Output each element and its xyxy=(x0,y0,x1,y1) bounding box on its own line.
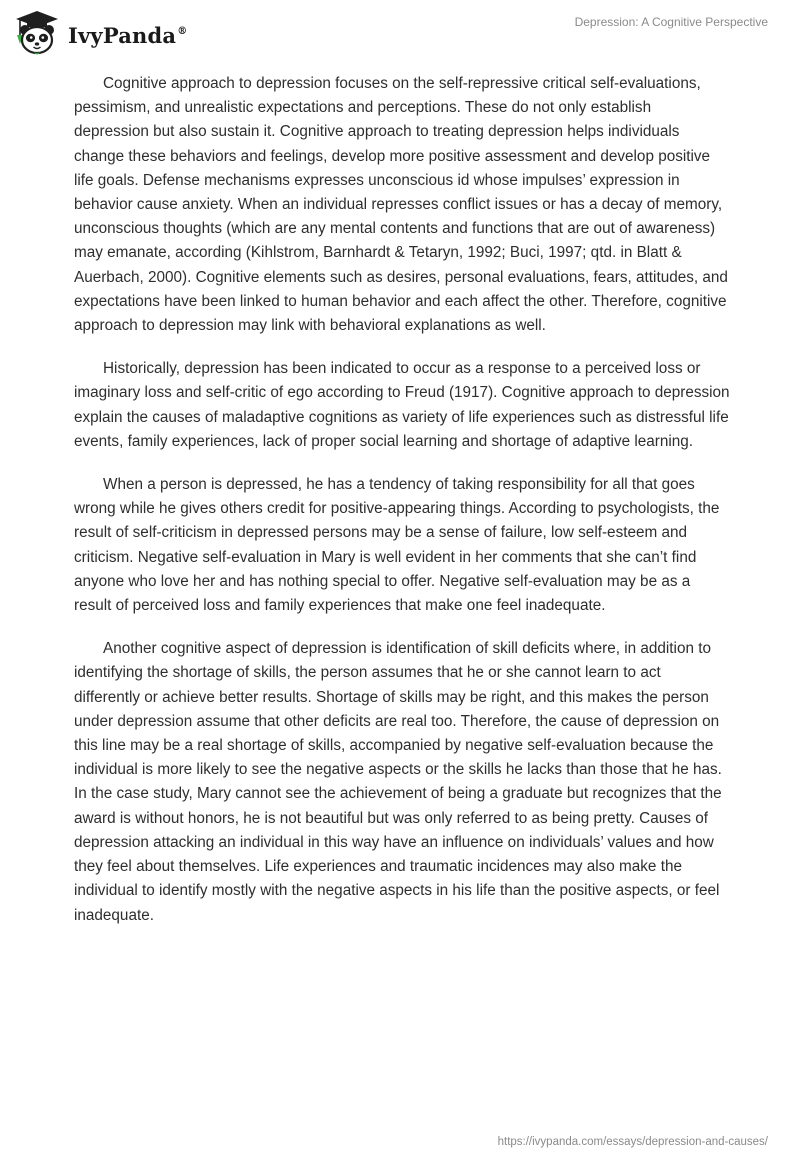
paragraph: Historically, depression has been indicated to occur as a response to a perceived loss or imaginary loss and self-critic of ego according to Freud (1917). Cognitive approach to depression explain the causes of maladaptive cognitions as variety of life experiences such as distressful life events, family experiences, lack of proper social learning and shortage of adaptive learning. xyxy=(74,360,730,450)
registered-mark: ® xyxy=(177,25,188,37)
brand-name: IvyPanda® xyxy=(68,22,188,48)
page-header xyxy=(0,0,800,70)
source-url[interactable]: https://ivypanda.com/essays/depression-and-causes/ xyxy=(497,1136,768,1148)
document-title: Depression: A Cognitive Perspective xyxy=(574,15,768,29)
essay-body xyxy=(74,72,730,947)
paragraph: Another cognitive aspect of depression is identification of skill deficits where, in addition to identifying the shortage of skills, the person assumes that he or she cannot learn to act differently or achieve better results. Shortage of skills may be right, and this makes the person under depression assume that other deficits are real too. Therefore, the cause of depression on this line may be a real shortage of skills, accompanied by negative self-evaluation because the individual is more likely to see the negative aspects or the skills he lacks than those that he has. In the case study, Mary cannot see the achievement of being a graduate but recognizes that the award is without honors, he is not beautiful but was only referred to as being pretty. Causes of depression attacking an individual in this way have an influence on individuals’ values and how they feel about themselves. Life experiences and traumatic incidences may also make the individual to identify mostly with the negative aspects in his life than the positive aspects, or feel inadequate. xyxy=(74,640,722,924)
paragraph: When a person is depressed, he has a tendency of taking responsibility for all that goes wrong while he gives others credit for positive-appearing things. According to psychologists, the result of self-criticism in depressed persons may be a sense of failure, low self-esteem and criticism. Negative self-evaluation in Mary is well evident in her comments that she can’t find anyone who love her and has nothing special to offer. Negative self-evaluation may be as a result of perceived loss and family experiences that make one feel inadequate. xyxy=(74,476,720,615)
ivypanda-logo[interactable] xyxy=(12,10,187,58)
panda-graduate-icon xyxy=(12,10,62,58)
paragraph: Cognitive approach to depression focuses on the self-repressive critical self-evaluations, pessimism, and unrealistic expectations and perceptions. These do not only establish depression but also sustain it. Cognitive approach to treating depression helps individuals change these behaviors and feelings, develop more positive assessment and develop positive life goals. Defense mechanisms expresses unconscious id whose impulses’ expression in behavior cause anxiety. When an individual represses conflict issues or has a decay of memory, unconscious thoughts (which are any mental contents and functions that are out of awareness) may emanate, according (Kihlstrom, Barnhardt & Tetaryn, 1992; Buci, 1997; qtd. in Blatt & Auerbach, 2000). Cognitive elements such as desires, personal evaluations, fears, attitudes, and expectations have been linked to human behavior and each affect the other. Therefore, cognitive approach to depression may link with behavioral explanations as well. xyxy=(74,75,728,335)
